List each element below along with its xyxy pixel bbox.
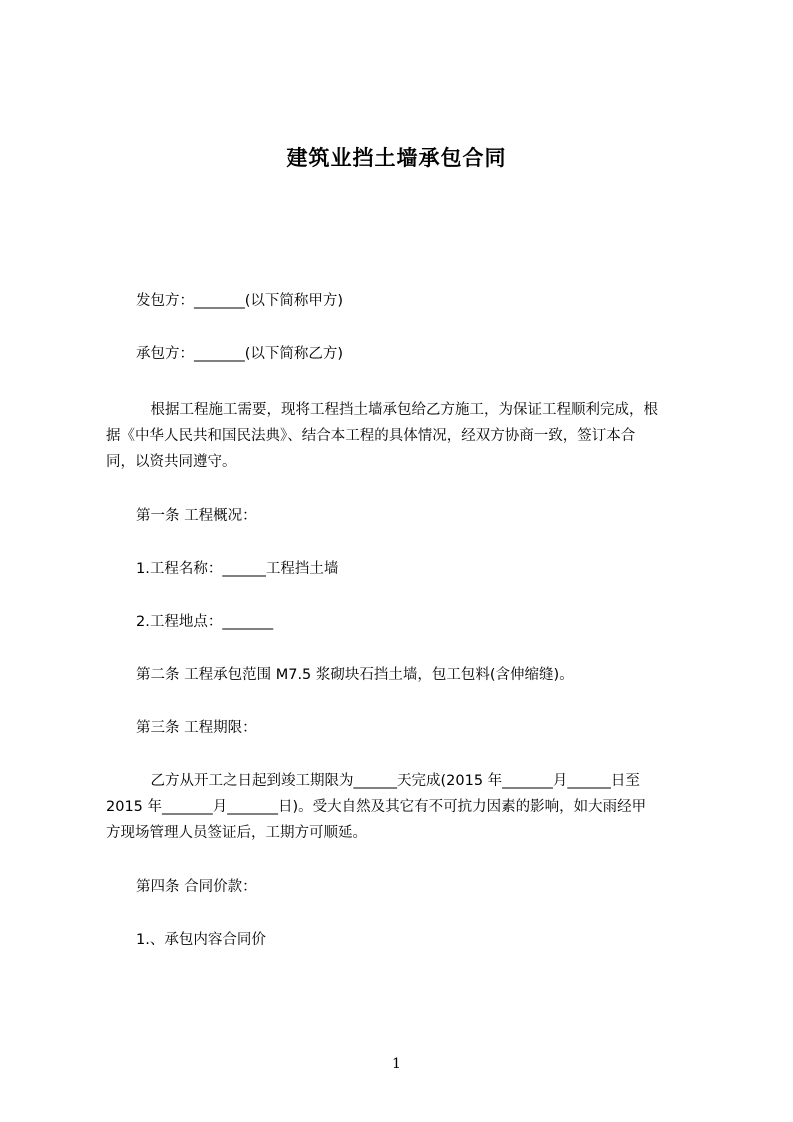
party-a-line: 发包方：_______(以下简称甲方) <box>136 293 344 309</box>
article-3-line-3: 方现场管理人员签证后，工期方可顺延。 <box>106 825 367 841</box>
article-3-paragraph <box>106 768 706 846</box>
article-1-heading: 第一条 工程概况： <box>136 508 257 524</box>
page-number: 1 <box>392 1056 401 1072</box>
article-4-heading: 第四条 合同价款： <box>136 879 257 895</box>
preamble-line-2: 据《中华人民共和国民法典》、结合本工程的具体情况，经双方协商一致，签订本合 <box>106 428 636 444</box>
document-title: 建筑业挡土墙承包合同 <box>286 146 507 170</box>
article-1-item-location: 2.工程地点：_______ <box>136 614 274 630</box>
article-2: 第二条 工程承包范围 M7.5 浆砌块石挡土墙，包工包料(含伸缩缝)。 <box>136 667 574 683</box>
preamble-line-3: 同，以资共同遵守。 <box>106 454 237 470</box>
article-3-heading: 第三条 工程期限： <box>136 720 257 736</box>
article-4-item-1: 1.、承包内容合同价 <box>136 932 266 948</box>
article-1-item-name: 1.工程名称：______工程挡土墙 <box>136 561 339 577</box>
article-3-line-1: 乙方从开工之日起到竣工期限为______天完成(2015 年_______月______日至 <box>136 773 640 789</box>
party-b-line: 承包方：_______(以下简称乙方) <box>136 346 344 362</box>
preamble-paragraph <box>106 397 706 475</box>
preamble-line-1: 根据工程施工需要，现将工程挡土墙承包给乙方施工，为保证工程顺利完成，根 <box>136 402 658 418</box>
article-3-line-2: 2015 年_______月_______日)。受大自然及其它有不可抗力因素的影响，如大雨经甲 <box>106 799 647 815</box>
